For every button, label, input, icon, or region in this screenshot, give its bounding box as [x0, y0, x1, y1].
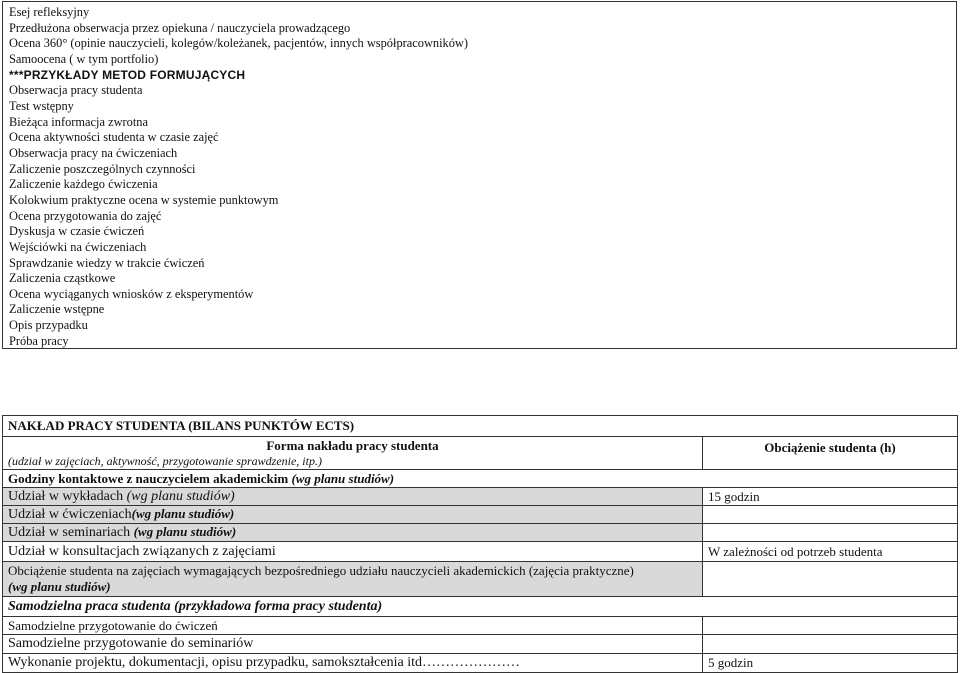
self-prep-seminars-value	[703, 635, 958, 654]
consultations-value: W zależności od potrzeb studenta	[703, 542, 958, 562]
col2-header: Obciążenie studenta (h)	[703, 437, 958, 470]
practical-classes-label: Obciążenie studenta na zajęciach wymagających bezpośredniego udziału nauczycieli akademickich (zajęcia praktyczne)	[8, 563, 634, 578]
method-item: Ocena wyciąganych wniosków z eksperymentów	[9, 286, 254, 301]
practical-classes-cell	[3, 562, 703, 597]
method-item: Sprawdzanie wiedzy w trakcie ćwiczeń	[9, 255, 205, 270]
project-work-label: Wykonanie projektu, dokumentacji, opisu przypadku, samokształcenia itd…………………	[3, 654, 703, 673]
self-prep-exercises-label: Samodzielne przygotowanie do ćwiczeń	[3, 617, 703, 635]
exercises-label: Udział w ćwiczeniach	[8, 507, 132, 522]
method-item: Bieżąca informacja zwrotna	[9, 114, 148, 129]
method-item: Kolokwium praktyczne ocena w systemie punktowym	[9, 192, 279, 207]
method-item: Test wstępny	[9, 98, 74, 113]
project-work-value: 5 godzin	[703, 654, 958, 673]
col1-header: Forma nakładu pracy studenta	[266, 438, 439, 453]
self-prep-seminars-label: Samodzielne przygotowanie do seminariów	[3, 635, 703, 654]
method-item: Ocena 360° (opinie nauczycieli, kolegów/koleżanek, pacjentów, innych współpracowników)	[9, 36, 469, 51]
seminars-note: (wg planu studiów)	[133, 524, 237, 539]
formative-methods-heading: ***PRZYKŁADY METOD FORMUJĄCYCH	[9, 67, 246, 82]
col1-header-cell	[3, 437, 703, 470]
lectures-note: (wg planu studiów)	[126, 488, 235, 504]
method-item: Esej refleksyjny	[9, 5, 90, 19]
method-item: Dyskusja w czasie ćwiczeń	[9, 224, 145, 239]
method-item: Samoocena ( w tym portfolio)	[9, 51, 159, 66]
contact-hours-note: (wg planu studiów)	[291, 470, 395, 486]
exercises-note: (wg planu studiów)	[131, 506, 235, 521]
method-item: Opis przypadku	[9, 318, 88, 333]
method-item: Zaliczenie poszczególnych czynności	[9, 161, 196, 176]
consultations-label: Udział w konsultacjach związanych z zajęciami	[3, 542, 703, 562]
contact-hours-title	[3, 470, 958, 488]
exercises-value	[703, 506, 958, 524]
method-item: Próba pracy	[9, 333, 69, 348]
exercises-row-label	[3, 506, 703, 524]
ects-title: NAKŁAD PRACY STUDENTA (BILANS PUNKTÓW ECTS)	[3, 416, 958, 437]
method-item: Ocena aktywności studenta w czasie zajęć	[9, 130, 219, 145]
assessment-methods-box	[2, 1, 957, 349]
method-item: Zaliczenia cząstkowe	[9, 271, 116, 286]
ects-table	[2, 415, 958, 673]
seminars-label: Udział w seminariach	[8, 525, 131, 540]
self-prep-exercises-value	[703, 617, 958, 635]
methods-list	[9, 5, 468, 349]
method-item: Zaliczenie każdego ćwiczenia	[9, 177, 158, 192]
lectures-label: Udział w wykładach	[8, 488, 124, 504]
method-item: Obserwacja pracy studenta	[9, 83, 143, 98]
col1-subheader: (udział w zajęciach, aktywność, przygotowanie sprawdzenie, itp.)	[8, 454, 322, 468]
practical-classes-value	[703, 562, 958, 597]
lectures-row-label	[3, 488, 703, 506]
method-item: Zaliczenie wstępne	[9, 302, 105, 317]
contact-hours-label: Godziny kontaktowe z nauczycielem akademickim	[8, 470, 289, 486]
self-work-title: Samodzielna praca studenta (przykładowa forma pracy studenta)	[3, 597, 958, 617]
seminars-value	[703, 524, 958, 542]
lectures-value: 15 godzin	[703, 488, 958, 506]
method-item: Obserwacja pracy na ćwiczeniach	[9, 145, 178, 160]
method-item: Wejściówki na ćwiczeniach	[9, 239, 147, 254]
seminars-row-label	[3, 524, 703, 542]
method-item: Przedłużona obserwacja przez opiekuna / nauczyciela prowadzącego	[9, 20, 351, 35]
method-item: Ocena przygotowania do zajęć	[9, 208, 162, 223]
practical-classes-note: (wg planu studiów)	[8, 579, 111, 594]
